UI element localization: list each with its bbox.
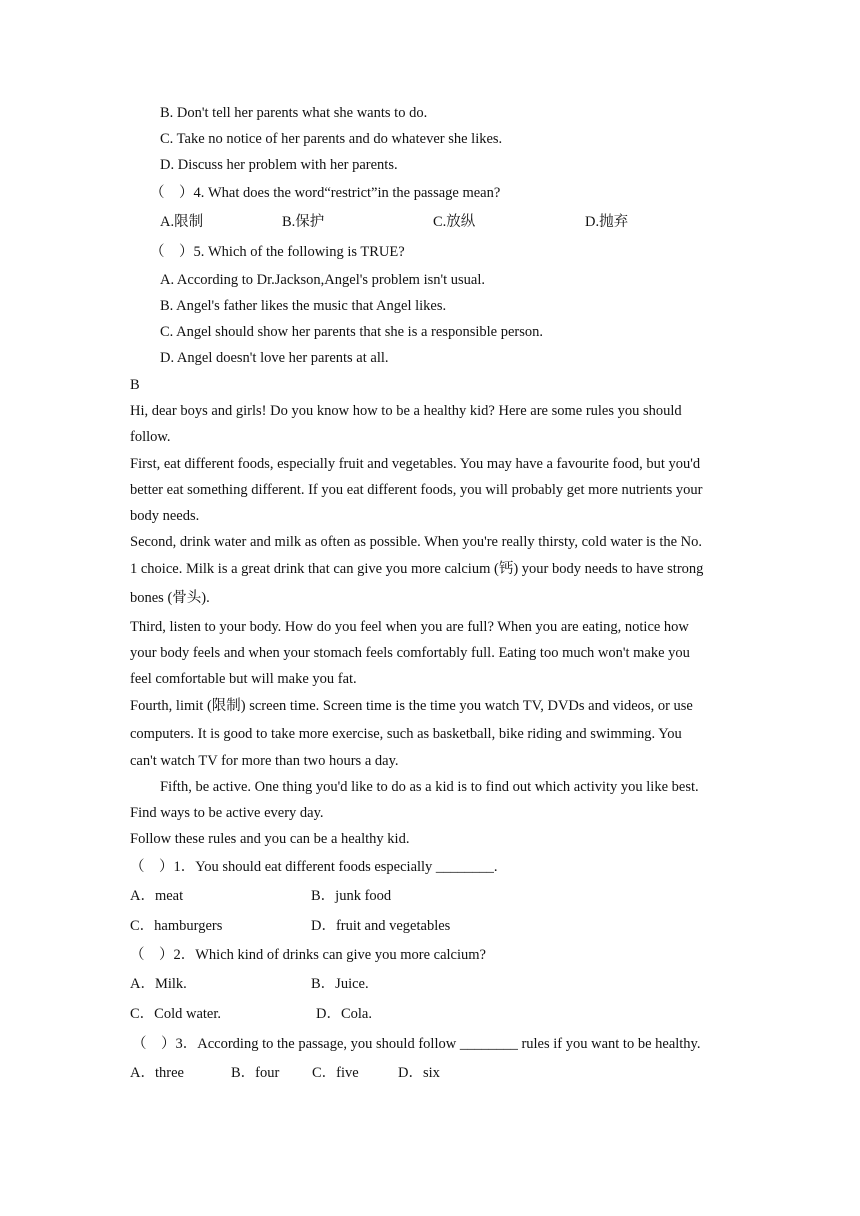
passage-line: follow.: [130, 429, 171, 445]
passage-line: Find ways to be active every day.: [130, 805, 324, 821]
question-stem: （ ）3．According to the passage, you should follow ________ rules if you want to be healthy.: [132, 1036, 701, 1052]
option-d: D.抛弃: [585, 214, 629, 230]
passage-line: better eat something different. If you eat different foods, you will probably get more nutrients your: [130, 482, 703, 498]
question-stem: （ ）2．Which kind of drinks can give you more calcium?: [130, 947, 486, 963]
passage-line: your body feels and when your stomach feels comfortably full. Eating too much won't make you: [130, 645, 690, 661]
option-a: A．three: [130, 1065, 184, 1081]
option-b: B.保护: [282, 214, 325, 230]
question-stem: （ ）4. What does the word“restrict”in the passage mean?: [150, 185, 501, 201]
option-line: A. According to Dr.Jackson,Angel's problem isn't usual.: [160, 272, 485, 288]
options-row: [0, 916, 860, 936]
option-a: A．Milk.: [130, 976, 187, 992]
option-c: C.放纵: [433, 214, 476, 230]
option-line: B. Don't tell her parents what she wants to do.: [160, 105, 428, 121]
passage-line: feel comfortable but will make you fat.: [130, 671, 357, 687]
passage-line: body needs.: [130, 508, 200, 524]
option-b: B．Juice.: [311, 976, 369, 992]
passage-line: Fourth, limit (限制) screen time. Screen time is the time you watch TV, DVDs and videos, or use: [130, 698, 693, 714]
options-row: [0, 886, 860, 906]
section-label: B: [130, 377, 140, 393]
options-row: [0, 1063, 860, 1083]
passage-line: Fifth, be active. One thing you'd like to do as a kid is to find out which activity you like best.: [160, 779, 699, 795]
option-line: D. Discuss her problem with her parents.: [160, 157, 398, 173]
option-d: D．six: [398, 1065, 440, 1081]
option-d: D．Cola.: [316, 1006, 372, 1022]
option-c: C．five: [312, 1065, 359, 1081]
option-line: C. Angel should show her parents that she is a responsible person.: [160, 324, 543, 340]
options-row: [0, 212, 860, 232]
option-a: A．meat: [130, 888, 184, 904]
passage-line: Hi, dear boys and girls! Do you know how to be a healthy kid? Here are some rules you should: [130, 403, 682, 419]
option-d: D．fruit and vegetables: [311, 918, 451, 934]
passage-line: Second, drink water and milk as often as possible. When you're really thirsty, cold water is the No.: [130, 534, 702, 550]
option-b: B．junk food: [311, 888, 392, 904]
passage-line: 1 choice. Milk is a great drink that can give you more calcium (钙) your body needs to have strong: [130, 561, 704, 577]
option-line: B. Angel's father likes the music that Angel likes.: [160, 298, 447, 314]
option-line: C. Take no notice of her parents and do whatever she likes.: [160, 131, 503, 147]
question-stem: （ ）1．You should eat different foods especially ________.: [130, 859, 498, 875]
passage-line: Third, listen to your body. How do you feel when you are full? When you are eating, notice how: [130, 619, 689, 635]
passage-line: First, eat different foods, especially fruit and vegetables. You may have a favourite food, but you'd: [130, 456, 701, 472]
passage-line: can't watch TV for more than two hours a day.: [130, 753, 399, 769]
options-row: [0, 974, 860, 994]
passage-line: bones (骨头).: [130, 590, 210, 606]
option-a: A.限制: [160, 214, 204, 230]
option-b: B．four: [231, 1065, 280, 1081]
options-row: [0, 1004, 860, 1024]
passage-line: computers. It is good to take more exercise, such as basketball, bike riding and swimming. You: [130, 726, 682, 742]
option-c: C．hamburgers: [130, 918, 223, 934]
question-stem: （ ）5. Which of the following is TRUE?: [150, 244, 405, 260]
option-line: D. Angel doesn't love her parents at all.: [160, 350, 389, 366]
passage-line: Follow these rules and you can be a healthy kid.: [130, 831, 410, 847]
option-c: C．Cold water.: [130, 1006, 222, 1022]
